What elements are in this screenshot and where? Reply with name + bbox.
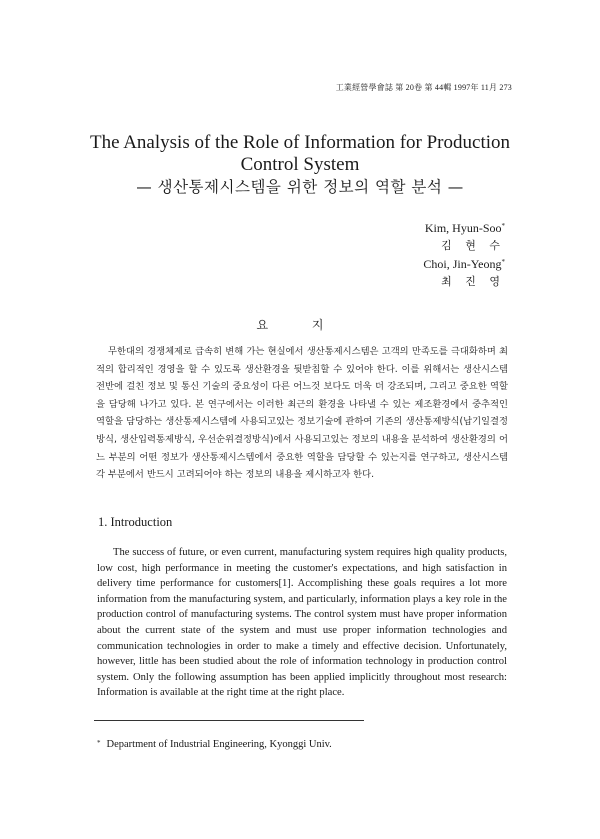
author-1-name: Kim, Hyun-Soo* [424, 221, 505, 235]
journal-citation: 工業經營學會誌 第 20卷 第 44輯 1997年 11月 273 [335, 83, 512, 92]
footnote-divider [94, 720, 364, 721]
abstract-heading: 요 지 [256, 318, 344, 332]
author-1-mark: * [501, 222, 505, 230]
footnote-text: Department of Industrial Engineering, Kyonggi Univ. [106, 739, 332, 750]
introduction-paragraph: The success of future, or even current, manufacturing system requires high quality products, low cost, high performance in meeting the customer's expectations, and high satisfaction in delivery time performance for customers[1]. Accomplishing these goals requires a lot more information from the manufacturing system, and particularly, information plays a key role in the production control of manufacturing systems. The control system must have proper information about the current state of the system and must use proper information technologies and communication technologies in order to make a timely and effective decision. Unfortunately, however, little has been studied about the role of information technology in production control system. Only the following assumption has been applied implicitly throughout most research: Information is available at the right time at the right place. [97, 547, 507, 699]
author-2-name: Choi, Jin-Yeong* [423, 257, 505, 271]
author-1-korean: 김 현 수 [441, 239, 505, 252]
footnote [97, 739, 332, 750]
paper-title-line1: The Analysis of the Role of Information for Production [89, 132, 511, 153]
author-2-korean: 최 진 영 [441, 275, 505, 288]
paper-title-line2: Control System [240, 154, 360, 175]
section-heading-introduction: 1. Introduction [98, 515, 173, 529]
abstract-text: 무한대의 경쟁체제로 급속히 변해 가는 현실에서 생산통제시스템은 고객의 만족도를 극대화하며 최적의 합리적인 경영을 할 수 있도록 생산환경을 뒷받침할 수 있어야 한다. 이를 위해서는 생산시스템 전반에 걸친 정보 및 통신 기술의 중요성이 다른 어느것 보다도 더욱 더 강조되며, 그리고 중요한 역할을 담당해 나가고 있다. 본 연구에서는 이러한 최근의 환경을 나타낼 수 있는 제조환경에서 중추적인 역할을 담당하는 생산통제시스템에 사용되고있는 정보기술에 관하여 기존의 생산통제방식(납기일결정방식, 생산입력통제방식, 우선순위결정방식)에서 사용되고있는 정보의 내용을 분석하여 생산환경의 어느 부분의 어떤 정보가 생산통제시스템에서 중요한 역할을 담당할 수 있는지를 연구하고, 생산시스템 각 부분에서 반드시 고려되어야 하는 정보의 내용을 제시하고자 한다. [96, 346, 508, 481]
footnote-mark: * [97, 739, 101, 747]
paper-title-korean: — 생산통제시스템을 위한 정보의 역할 분석 — [136, 178, 464, 196]
author-2-mark: * [501, 258, 505, 266]
